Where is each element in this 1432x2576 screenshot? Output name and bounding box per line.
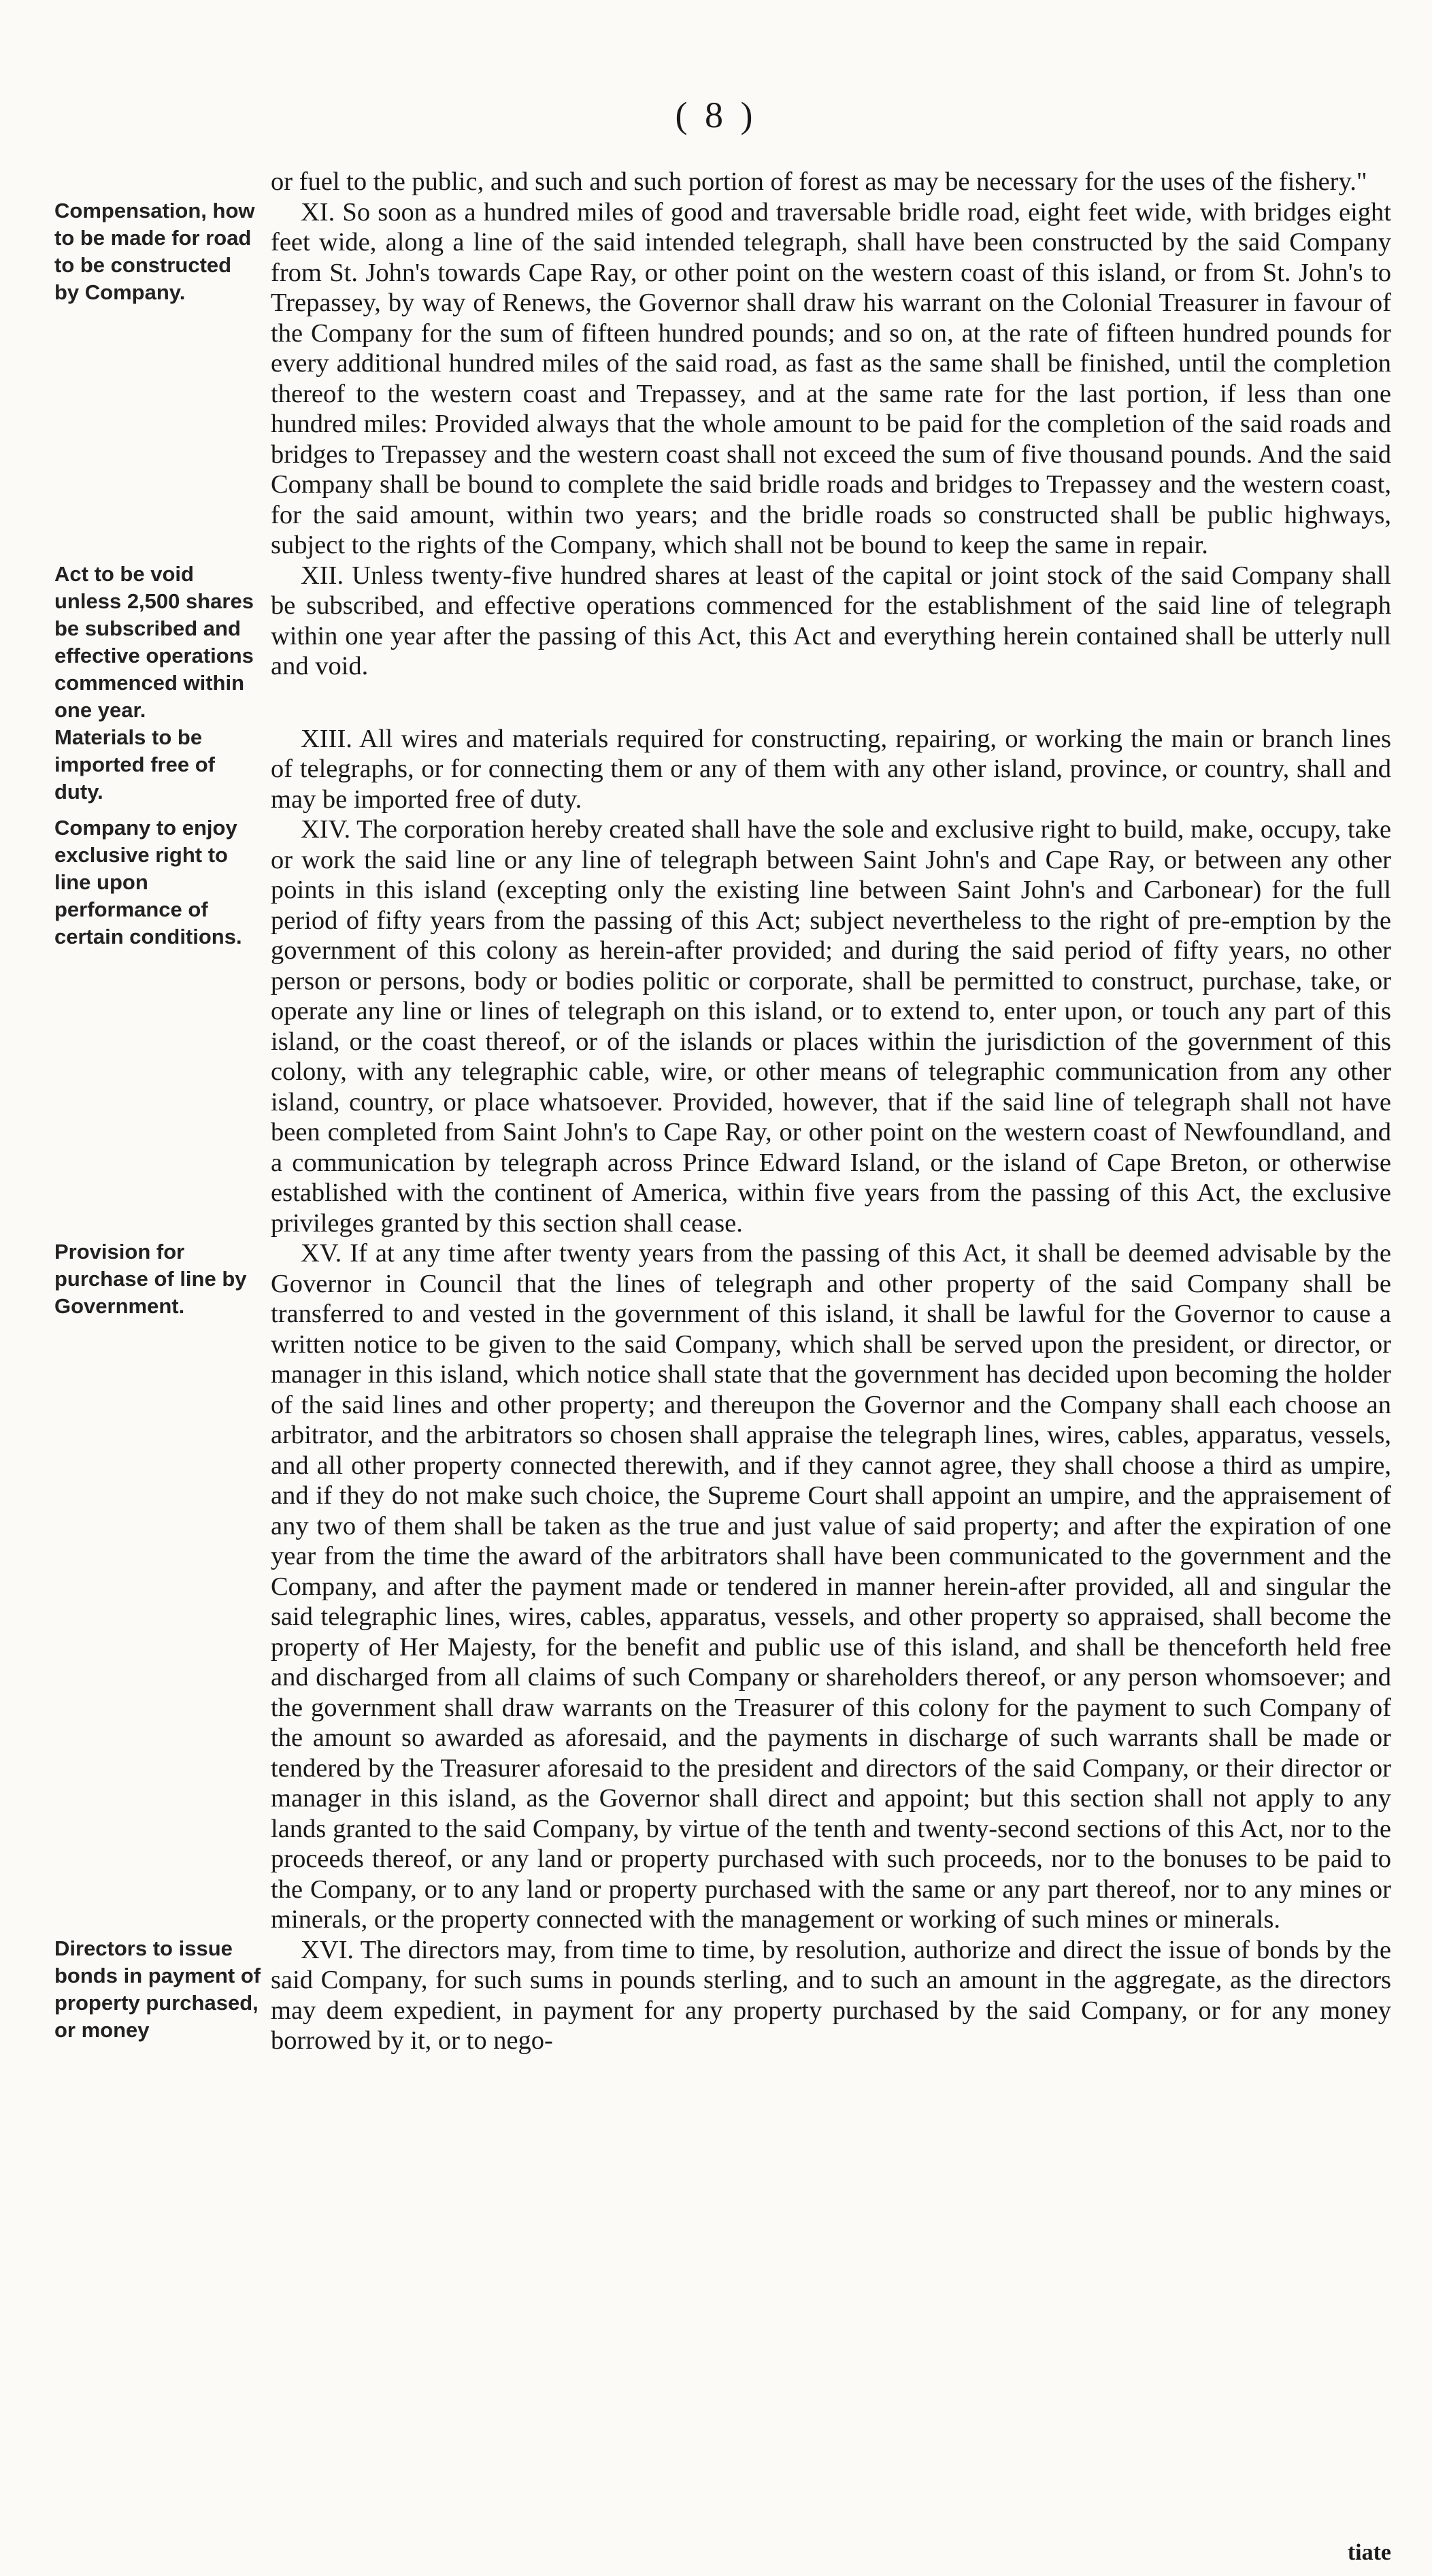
margin-note-exclusive-right: Company to enjoy exclusive right to line upon performance of certain conditions. xyxy=(54,816,242,948)
margin-note-purchase: Provision for purchase of line by Government. xyxy=(54,1240,247,1318)
continuation-paragraph: or fuel to the public, and such and such portion of forest as may be necessary for the uses of the fishery." xyxy=(271,167,1367,196)
catchword: tiate xyxy=(1347,2540,1391,2565)
section-xv-text: XV. If at any time after twenty years from the passing of this Act, it shall be deemed advisable by the Governor in Council that the lines of telegraph and other property of the said Company shall be transferred to and vested in the government of this island, it shall be lawful for the Governor to cause a written notice to be given to the said Company, which shall be served upon the president, or director, or manager in this island, which notice shall state that the government has decided upon becoming the holder of the said lines and other property; and thereupon the Governor and the Company shall each choose an arbitrator, and the arbitrators so chosen shall appraise the telegraph lines, wires, cables, apparatus, vessels, and all other property connected therewith, and if they cannot agree, they shall choose a third as umpire, and if they do not make such choice, the Supreme Court shall appoint an umpire, and the appraisement of any two of them shall be taken as the true and just value of said property; and after the expiration of one year from the time the award of the arbitrators shall have been communicated to the government and the Company, and after the payment made or tendered in manner herein-after provided, all and singular the said telegraphic lines, wires, cables, apparatus, vessels, and other property so appraised, shall become the property of Her Majesty, for the benefit and public use of this island, and shall be thenceforth held free and discharged from all claims of such Company or shareholders thereof, or any person whomsoever; and the government shall draw warrants on the Treasurer of this colony for the payment to such Company of the amount so awarded as aforesaid, and the payments in discharge of such warrants shall be made or tendered by the Treasurer aforesaid to the president and directors of the said Company, or their director or manager in this island, as the Governor shall direct and appoint; but this section shall not apply to any lands granted to the said Company, by virtue of the tenth and twenty-second sections of this Act, nor to the proceeds thereof, or any land or property purchased with such proceeds, nor to the bonuses to be paid to the Company, or to any land or property purchased with the same or any part thereof, nor to any mines or minerals, or the property connected with the management or working of such mines or minerals. xyxy=(271,1239,1391,1934)
section-xiv xyxy=(54,814,1391,1238)
section-xiii-text: XIII. All wires and materials required for constructing, repairing, or working the main or branch lines of telegraphs, or for connecting them or any of them with any other island, province, or country, shall and may be imported free of duty. xyxy=(271,724,1391,814)
page-number: ( 8 ) xyxy=(675,95,757,135)
section-xii xyxy=(54,561,1391,724)
section-xii-text: XII. Unless twenty-five hundred shares at least of the capital or joint stock of the said Company shall be subscribed, and effective operations commenced for the establishment of the said line of telegraph within one year after the passing of this Act, this Act and everything herein contained shall be utterly null and void. xyxy=(271,561,1391,680)
section-xvi-text: XVI. The directors may, from time to time, by resolution, authorize and direct the issue of bonds by the said Company, for such sums in pounds sterling, and to such an amount in the aggregate, as the directors may deem expedient, in payment for any property purchased by the said Company, or for any money borrowed by it, or to nego- xyxy=(271,1935,1391,2055)
document-body xyxy=(54,167,1391,2056)
section-xvi xyxy=(54,1935,1391,2056)
margin-note-bonds: Directors to issue bonds in payment of property purchased, or money xyxy=(54,1936,261,2042)
section-xi-text: XI. So soon as a hundred miles of good and traversable bridle road, eight feet wide, with bridges eight feet wide, along a line of the said intended telegraph, shall have been constructed by the said Company from St. John's towards Cape Ray, or other point on the western coast of this island, or from St. John's to Trepassey, by way of Renews, the Governor shall draw his warrant on the Colonial Treasurer in favour of the Company for the sum of fifteen hundred pounds; and so on, at the rate of fifteen hundred pounds for every additional hundred miles of the said road, as fast as the same shall be finished, until the completion thereof to the western coast and Trepassey, and at the same rate for the last portion, if less than one hundred miles: Provided always that the whole amount to be paid for the completion of the said roads and bridges to Trepassey and the western coast shall not exceed the sum of five thousand pounds. And the said Company shall be bound to complete the said bridle roads and bridges to Trepassey and the western coast, for the said amount, within two years; and the bridle roads so constructed shall be public highways, subject to the rights of the Company, which shall not be bound to keep the same in repair. xyxy=(271,197,1391,559)
margin-note-compensation: Compensation, how to be made for road to be constructed by Company. xyxy=(54,198,255,304)
section-xiv-text: XIV. The corporation hereby created shall have the sole and exclusive right to build, make, occupy, take or work the said line or any line of telegraph between Saint John's and Cape Ray, or between any other points in this island (excepting only the existing line between Saint John's and Carbonear) for the full period of fifty years from the passing of this Act; subject nevertheless to the right of pre-emption by the government of this colony as herein-after provided; and during the said period of fifty years, no other person or persons, body or bodies politic or corporate, shall be permitted to construct, purchase, take, or operate any line or lines of telegraph on this island, or to extend to, enter upon, or touch any part of this island, or the coast thereof, or of the islands or places within the jurisdiction of the government of this colony, with any telegraphic cable, wire, or other means of telegraphic communication from any other island, country, or place whatsoever. Provided, however, that if the said line of telegraph shall not have been completed from Saint John's to Cape Ray, or other point on the western coast of Newfoundland, and a communication by telegraph across Prince Edward Island, or the island of Cape Breton, or otherwise established with the continent of America, within five years from the passing of this Act, the exclusive privileges granted by this section shall cease. xyxy=(271,815,1391,1238)
section-xv xyxy=(54,1238,1391,1935)
margin-note-materials: Materials to be imported free of duty. xyxy=(54,725,215,804)
margin-note-act-void: Act to be void unless 2,500 shares be subscribed and effective operations commenced within one year. xyxy=(54,561,254,722)
section-xi xyxy=(54,197,1391,561)
section-xiii xyxy=(54,724,1391,815)
